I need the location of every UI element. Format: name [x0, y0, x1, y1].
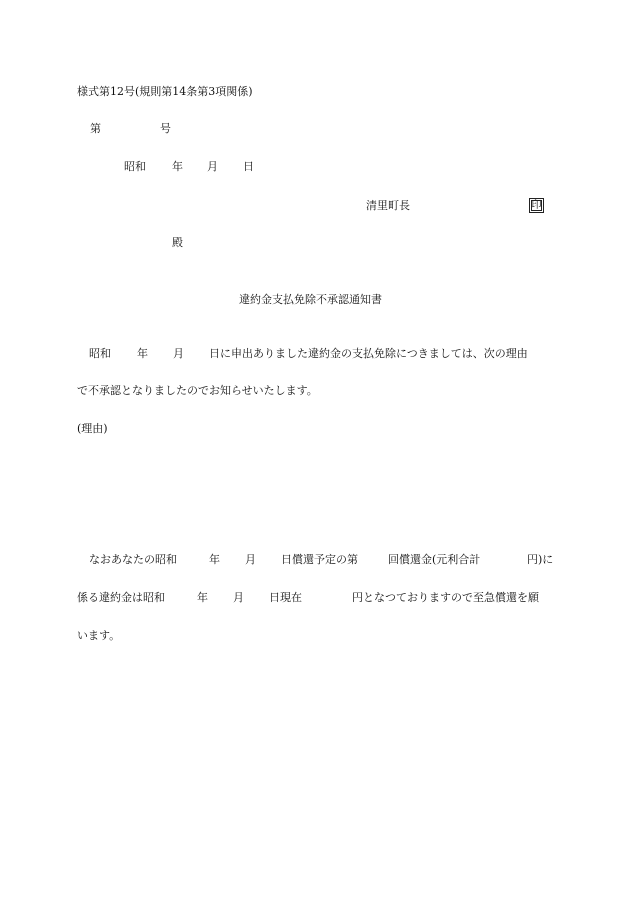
body2-line2-year: 年: [197, 591, 208, 604]
document-title: 違約金支払免除不承認通知書: [239, 293, 382, 306]
addressee-suffix: 殿: [172, 236, 183, 249]
body2-year: 年: [209, 553, 220, 566]
body2-line2-b: 日現在: [269, 591, 302, 604]
body1-month: 月: [173, 347, 184, 360]
date-day: 日: [243, 160, 254, 173]
body2-line2-c: 円となつておりますので至急償還を願: [352, 591, 539, 604]
reason-label: (理由): [77, 422, 108, 435]
date-year: 年: [172, 160, 183, 173]
body2-line3: います。: [77, 629, 121, 642]
body2-text-a: なおあなたの昭和: [89, 553, 177, 566]
body1-year: 年: [137, 347, 148, 360]
body1-era: 昭和: [89, 347, 111, 360]
body1-text: 日に申出ありました違約金の支払免除につきましては、次の理由: [209, 347, 528, 360]
body2-line2-a: 係る違約金は昭和: [77, 591, 165, 604]
body1-line2: で不承認となりましたのでお知らせいたします。: [77, 384, 318, 397]
issuer-name: 清里町長: [366, 199, 410, 212]
body2-text-d: 円)に: [527, 553, 554, 566]
date-era: 昭和: [124, 160, 146, 173]
number-prefix: 第: [90, 122, 101, 135]
body2-text-c: 回償還金(元利合計: [388, 553, 481, 566]
date-month: 月: [207, 160, 218, 173]
seal-label: 印: [531, 200, 542, 211]
seal-icon: [529, 198, 544, 213]
body2-text-b: 日償還予定の第: [281, 553, 358, 566]
number-suffix: 号: [160, 122, 171, 135]
form-number: 様式第12号(規則第14条第3項関係): [77, 85, 253, 98]
body2-line2-month: 月: [233, 591, 244, 604]
body2-month: 月: [245, 553, 256, 566]
